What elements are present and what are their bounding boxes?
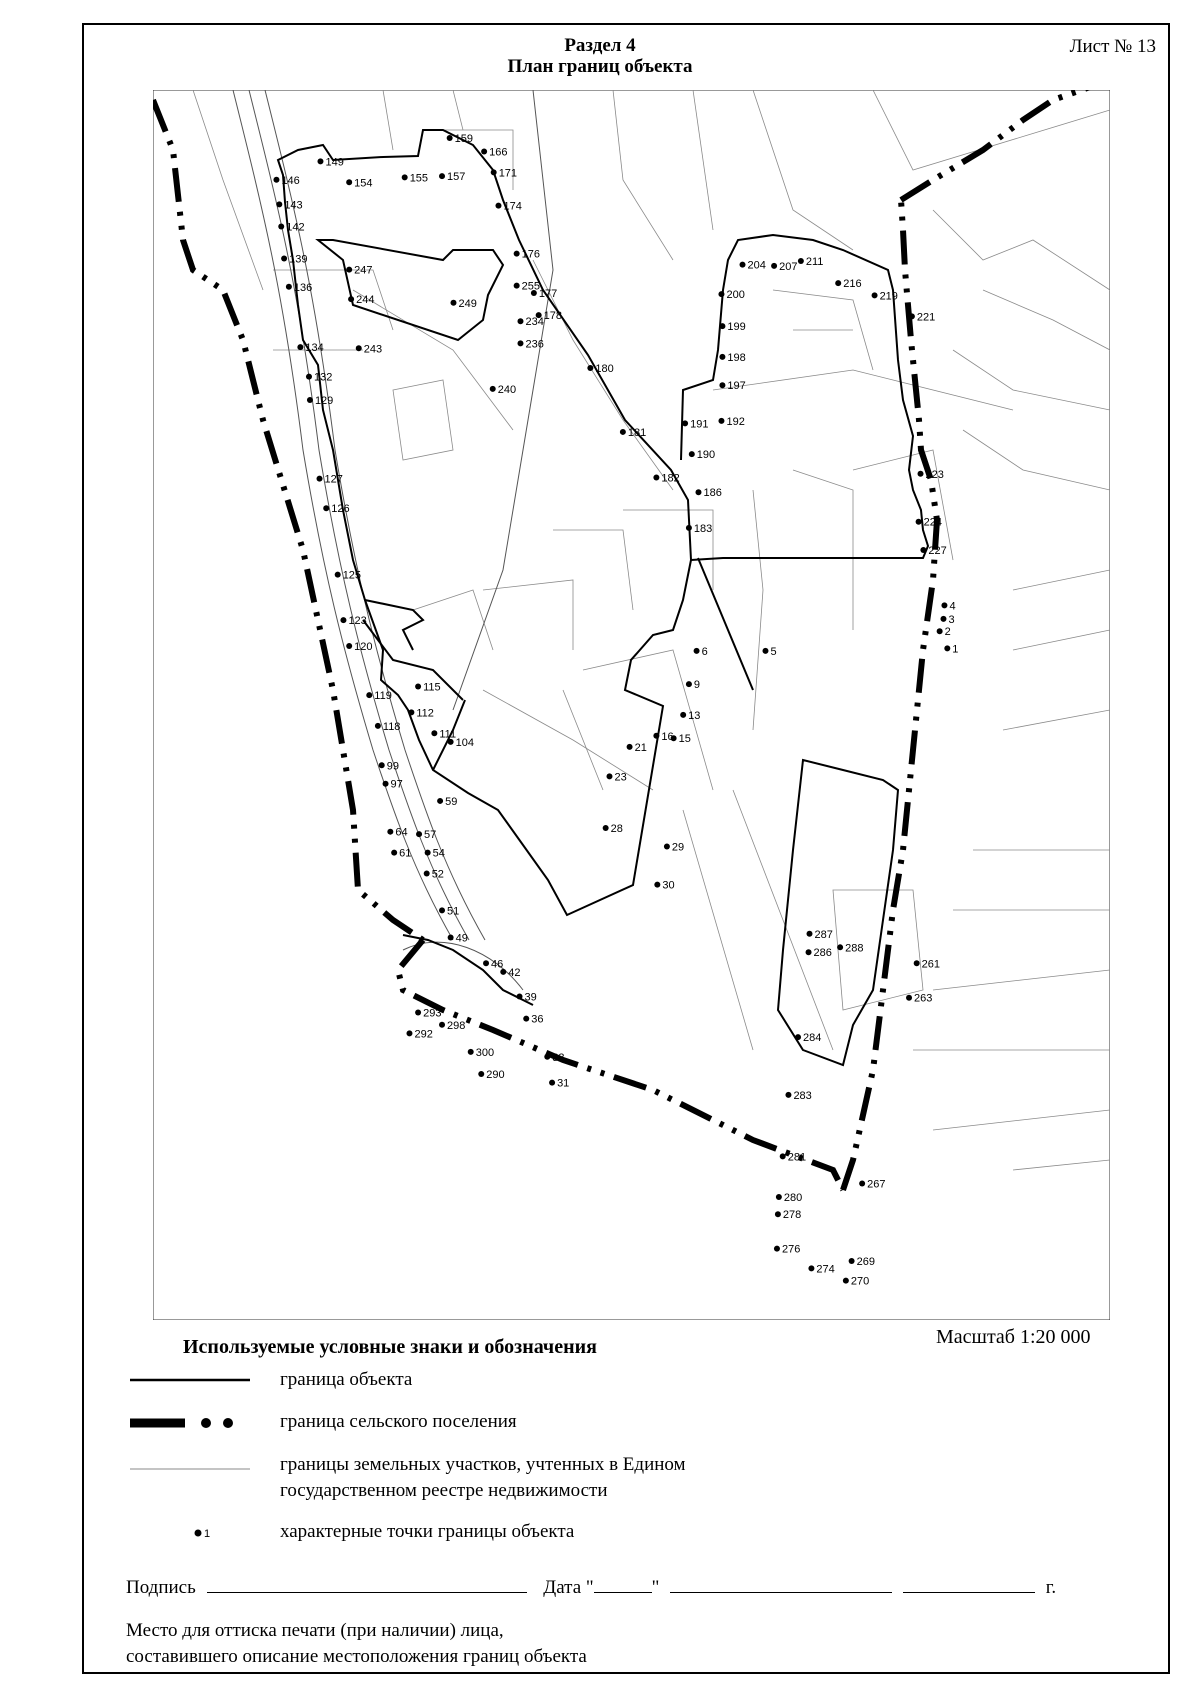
- boundary-point-115: [415, 684, 421, 690]
- boundary-point-288: [837, 944, 843, 950]
- boundary-point-125: [335, 572, 341, 578]
- point-label-2: 2: [944, 626, 951, 639]
- boundary-point-204: [740, 262, 746, 268]
- boundary-point-111: [431, 730, 437, 736]
- boundary-point-54: [425, 850, 431, 856]
- point-label-46: 46: [491, 958, 504, 971]
- map-scale: Масштаб 1:20 000: [936, 1326, 1091, 1348]
- boundary-point-132: [306, 374, 312, 380]
- boundary-point-176: [514, 251, 520, 257]
- boundary-point-284: [795, 1034, 801, 1040]
- boundary-point-16: [653, 733, 659, 739]
- point-label-142: 142: [286, 221, 305, 234]
- point-label-49: 49: [455, 932, 468, 945]
- boundary-point-136: [286, 284, 292, 290]
- point-label-204: 204: [747, 259, 766, 272]
- point-label-154: 154: [354, 177, 373, 190]
- boundary-point-207: [771, 263, 777, 269]
- boundary-point-119: [366, 692, 372, 698]
- boundary-point-171: [491, 169, 497, 175]
- point-label-104: 104: [455, 736, 474, 749]
- boundary-point-112: [408, 709, 414, 715]
- point-label-143: 143: [284, 199, 303, 212]
- point-label-119: 119: [374, 690, 392, 703]
- point-label-274: 274: [816, 1263, 835, 1276]
- date-quote: ": [651, 1577, 660, 1598]
- boundary-point-30: [654, 882, 660, 888]
- point-label-115: 115: [423, 681, 441, 694]
- boundary-point-146: [273, 177, 279, 183]
- point-label-288: 288: [845, 942, 864, 955]
- sheet-number: Лист № 13: [1069, 36, 1156, 57]
- boundary-point-269: [849, 1258, 855, 1264]
- boundary-point-13: [680, 712, 686, 718]
- point-label-216: 216: [843, 278, 862, 291]
- boundary-point-243: [356, 345, 362, 351]
- boundary-point-186: [695, 489, 701, 495]
- point-label-15: 15: [678, 733, 691, 746]
- point-label-54: 54: [432, 847, 445, 860]
- point-label-182: 182: [661, 472, 680, 485]
- point-label-243: 243: [363, 343, 383, 356]
- point-label-9: 9: [693, 679, 701, 692]
- boundary-point-21: [627, 744, 633, 750]
- boundary-point-198: [719, 354, 725, 360]
- point-label-155: 155: [409, 172, 429, 185]
- date-year-field[interactable]: [903, 1573, 1035, 1593]
- point-label-134: 134: [305, 342, 324, 355]
- point-label-267: 267: [867, 1178, 886, 1191]
- point-label-112: 112: [416, 707, 434, 720]
- boundary-point-142: [278, 224, 284, 230]
- boundary-point-23: [606, 773, 612, 779]
- boundary-point-3: [940, 616, 946, 622]
- point-label-30: 30: [662, 879, 675, 892]
- boundary-point-240: [490, 386, 496, 392]
- signature-label: Подпись: [126, 1577, 196, 1598]
- boundary-point-244: [348, 296, 354, 302]
- point-label-236: 236: [525, 338, 544, 351]
- point-label-263: 263: [914, 992, 933, 1005]
- point-label-127: 127: [324, 473, 343, 486]
- point-label-4: 4: [949, 600, 956, 613]
- point-label-200: 200: [726, 289, 745, 302]
- signature-field[interactable]: [207, 1573, 527, 1593]
- point-label-1: 1: [952, 643, 959, 656]
- date-month-field[interactable]: [670, 1573, 892, 1593]
- boundary-point-118: [375, 723, 381, 729]
- boundary-point-199: [719, 323, 725, 329]
- boundary-point-57: [416, 831, 422, 837]
- boundary-point-234: [517, 318, 523, 324]
- point-label-159: 159: [454, 132, 474, 145]
- point-label-146: 146: [281, 174, 300, 187]
- boundary-point-221: [909, 313, 915, 319]
- boundary-point-39: [517, 994, 523, 1000]
- point-label-157: 157: [447, 171, 466, 184]
- boundary-point-49: [448, 934, 454, 940]
- boundary-point-36: [523, 1016, 529, 1022]
- point-label-97: 97: [390, 778, 403, 791]
- boundary-point-255: [514, 283, 520, 289]
- legend-parcel-boundary-text-1: границы земельных участков, учтенных в Едином: [280, 1454, 686, 1475]
- boundary-point-263: [906, 995, 912, 1001]
- point-label-178: 178: [543, 310, 563, 323]
- point-label-286: 286: [813, 947, 832, 960]
- boundary-point-267: [859, 1180, 865, 1186]
- point-label-190: 190: [696, 449, 716, 462]
- legend-object-boundary-text: граница объекта: [280, 1369, 413, 1390]
- point-label-123: 123: [348, 615, 367, 628]
- legend-parcel-boundary-text-2: государственном реестре недвижимости: [280, 1480, 608, 1501]
- boundary-point-31: [549, 1080, 555, 1086]
- boundary-point-143: [276, 201, 282, 207]
- date-label: Дата ": [543, 1577, 594, 1598]
- legend-settlement-boundary-text: граница сельского поселения: [280, 1411, 517, 1432]
- boundary-point-59: [437, 798, 443, 804]
- point-label-13: 13: [688, 709, 701, 722]
- boundary-point-99: [379, 762, 385, 768]
- point-label-192: 192: [726, 415, 745, 428]
- signature-line: [126, 1573, 1056, 1599]
- point-label-290: 290: [486, 1069, 505, 1081]
- point-label-31: 31: [557, 1077, 570, 1090]
- point-label-176: 176: [521, 248, 541, 261]
- boundary-point-197: [719, 382, 725, 388]
- boundary-point-127: [317, 476, 323, 482]
- boundary-point-155: [402, 174, 408, 180]
- point-label-57: 57: [424, 829, 437, 842]
- point-label-247: 247: [354, 264, 373, 277]
- point-label-61: 61: [399, 847, 412, 860]
- boundary-point-216: [835, 280, 841, 286]
- boundary-point-192: [718, 418, 724, 424]
- boundary-point-120: [346, 643, 352, 649]
- point-label-125: 125: [342, 569, 362, 582]
- boundary-point-6: [694, 648, 700, 654]
- point-label-292: 292: [414, 1028, 433, 1041]
- point-label-16: 16: [661, 730, 674, 743]
- boundary-point-200: [718, 291, 724, 297]
- boundary-point-174: [495, 203, 501, 209]
- point-label-42: 42: [508, 966, 521, 979]
- boundary-point-64: [387, 829, 393, 835]
- legend-parcel-boundary-symbol: [130, 1464, 250, 1474]
- point-label-221: 221: [916, 311, 936, 324]
- boundary-point-293: [415, 1010, 421, 1016]
- boundary-point-1: [944, 645, 950, 651]
- point-label-300: 300: [475, 1046, 495, 1059]
- boundary-point-191: [682, 420, 688, 426]
- legend-object-boundary-symbol: [130, 1373, 250, 1387]
- boundary-point-154: [346, 179, 352, 185]
- boundary-point-33: [544, 1054, 550, 1060]
- boundary-point-290: [478, 1071, 484, 1077]
- boundary-point-149: [317, 158, 323, 164]
- point-label-166: 166: [489, 146, 508, 159]
- point-label-6: 6: [701, 645, 708, 658]
- point-label-197: 197: [727, 380, 746, 393]
- stamp-line-2: составившего описание местоположения границ объекта: [126, 1646, 587, 1667]
- point-label-174: 174: [503, 200, 522, 213]
- point-label-5: 5: [770, 645, 777, 658]
- legend-points-text: характерные точки границы объекта: [280, 1521, 575, 1542]
- point-label-186: 186: [703, 487, 722, 500]
- boundary-point-287: [807, 931, 813, 937]
- boundary-point-276: [774, 1246, 780, 1252]
- boundary-point-51: [439, 907, 445, 913]
- point-label-287: 287: [814, 928, 833, 941]
- point-label-283: 283: [793, 1089, 812, 1102]
- point-label-191: 191: [690, 418, 709, 431]
- point-label-227: 227: [928, 545, 947, 558]
- boundary-point-190: [689, 451, 695, 457]
- point-label-224: 224: [923, 516, 942, 529]
- point-label-59: 59: [445, 795, 458, 808]
- boundary-point-211: [798, 258, 804, 264]
- point-label-284: 284: [803, 1032, 822, 1045]
- boundary-point-46: [483, 960, 489, 966]
- point-label-181: 181: [627, 426, 647, 439]
- boundary-point-247: [346, 267, 352, 273]
- boundary-point-223: [918, 471, 924, 477]
- point-label-99: 99: [386, 760, 399, 773]
- point-label-120: 120: [354, 640, 373, 653]
- point-label-183: 183: [693, 522, 713, 535]
- point-label-171: 171: [498, 167, 518, 180]
- point-label-180: 180: [595, 362, 614, 375]
- map-background: [153, 90, 1110, 1320]
- boundary-point-236: [517, 340, 523, 346]
- point-label-278: 278: [782, 1209, 802, 1222]
- point-label-276: 276: [781, 1243, 801, 1256]
- map-title: План границ объекта: [507, 56, 693, 77]
- boundary-point-29: [664, 843, 670, 849]
- legend-settlement-boundary-symbol: [130, 1415, 250, 1431]
- boundary-point-283: [785, 1092, 791, 1098]
- point-label-199: 199: [727, 321, 746, 334]
- point-label-3: 3: [948, 613, 955, 626]
- boundary-point-129: [307, 397, 313, 403]
- section-heading: Раздел 4: [564, 35, 636, 56]
- boundary-point-2: [937, 628, 943, 634]
- point-label-211: 211: [805, 255, 824, 268]
- boundary-point-126: [323, 505, 329, 511]
- boundary-point-5: [762, 648, 768, 654]
- stamp-line-1: Место для оттиска печати (при наличии) лица,: [126, 1620, 504, 1641]
- point-label-132: 132: [313, 371, 333, 384]
- point-label-234: 234: [525, 316, 544, 329]
- point-label-198: 198: [727, 351, 746, 364]
- boundary-point-281: [780, 1153, 786, 1159]
- boundary-point-157: [439, 173, 445, 179]
- point-label-36: 36: [531, 1013, 544, 1026]
- point-label-149: 149: [325, 156, 344, 169]
- boundary-point-61: [391, 850, 397, 856]
- boundary-point-28: [603, 825, 609, 831]
- boundary-point-270: [843, 1278, 849, 1284]
- boundary-point-159: [447, 135, 453, 141]
- boundary-point-182: [653, 474, 659, 480]
- year-suffix: г.: [1045, 1577, 1057, 1598]
- point-label-136: 136: [293, 281, 313, 294]
- point-label-177: 177: [538, 287, 558, 300]
- boundary-point-261: [914, 960, 920, 966]
- boundary-point-292: [406, 1030, 412, 1036]
- legend-point-sample-label: 1: [204, 1528, 211, 1540]
- point-label-28: 28: [610, 823, 623, 835]
- boundary-point-180: [587, 365, 593, 371]
- boundary-point-181: [620, 429, 626, 435]
- legend-title: Используемые условные знаки и обозначения: [183, 1336, 597, 1358]
- point-label-126: 126: [331, 503, 350, 516]
- boundary-point-227: [920, 547, 926, 553]
- legend-point-symbol: [130, 1523, 250, 1541]
- point-label-255: 255: [521, 280, 541, 293]
- point-label-29: 29: [671, 841, 685, 854]
- point-label-64: 64: [395, 826, 408, 839]
- point-label-52: 52: [431, 868, 444, 881]
- point-label-280: 280: [783, 1192, 803, 1204]
- point-label-298: 298: [447, 1019, 466, 1032]
- point-label-219: 219: [879, 290, 898, 303]
- boundary-point-298: [439, 1022, 445, 1028]
- point-label-293: 293: [423, 1007, 442, 1020]
- point-label-270: 270: [850, 1275, 870, 1288]
- point-label-261: 261: [921, 958, 941, 971]
- boundary-point-4: [941, 602, 947, 608]
- point-label-111: 111: [439, 728, 457, 741]
- point-label-118: 118: [382, 720, 401, 733]
- boundary-point-183: [686, 525, 692, 531]
- boundary-point-300: [468, 1049, 474, 1055]
- point-label-244: 244: [356, 294, 375, 307]
- boundary-point-278: [775, 1211, 781, 1217]
- point-label-33: 33: [552, 1051, 565, 1064]
- point-label-240: 240: [497, 383, 517, 396]
- boundary-point-139: [281, 256, 287, 262]
- point-label-129: 129: [314, 394, 334, 407]
- boundary-point-97: [383, 781, 389, 787]
- point-label-23: 23: [614, 771, 627, 784]
- point-label-207: 207: [779, 260, 798, 273]
- point-label-139: 139: [289, 253, 308, 266]
- date-day-field[interactable]: [594, 1573, 652, 1593]
- boundary-point-274: [808, 1265, 814, 1271]
- point-label-51: 51: [447, 905, 460, 918]
- point-label-249: 249: [458, 297, 477, 310]
- point-label-21: 21: [634, 741, 647, 754]
- boundary-point-9: [686, 681, 692, 687]
- boundary-point-52: [424, 871, 430, 877]
- boundary-point-249: [450, 300, 456, 306]
- stamp-place: [126, 1618, 587, 1670]
- point-label-269: 269: [856, 1255, 875, 1268]
- boundary-point-286: [806, 949, 812, 955]
- boundary-point-166: [481, 149, 487, 155]
- boundary-map: [153, 90, 1110, 1320]
- boundary-point-280: [776, 1194, 782, 1200]
- point-label-39: 39: [524, 991, 537, 1004]
- point-label-281: 281: [787, 1151, 807, 1164]
- boundary-point-219: [872, 292, 878, 298]
- point-label-223: 223: [925, 468, 944, 481]
- boundary-point-134: [297, 344, 303, 350]
- boundary-point-224: [916, 519, 922, 525]
- boundary-point-123: [340, 617, 346, 623]
